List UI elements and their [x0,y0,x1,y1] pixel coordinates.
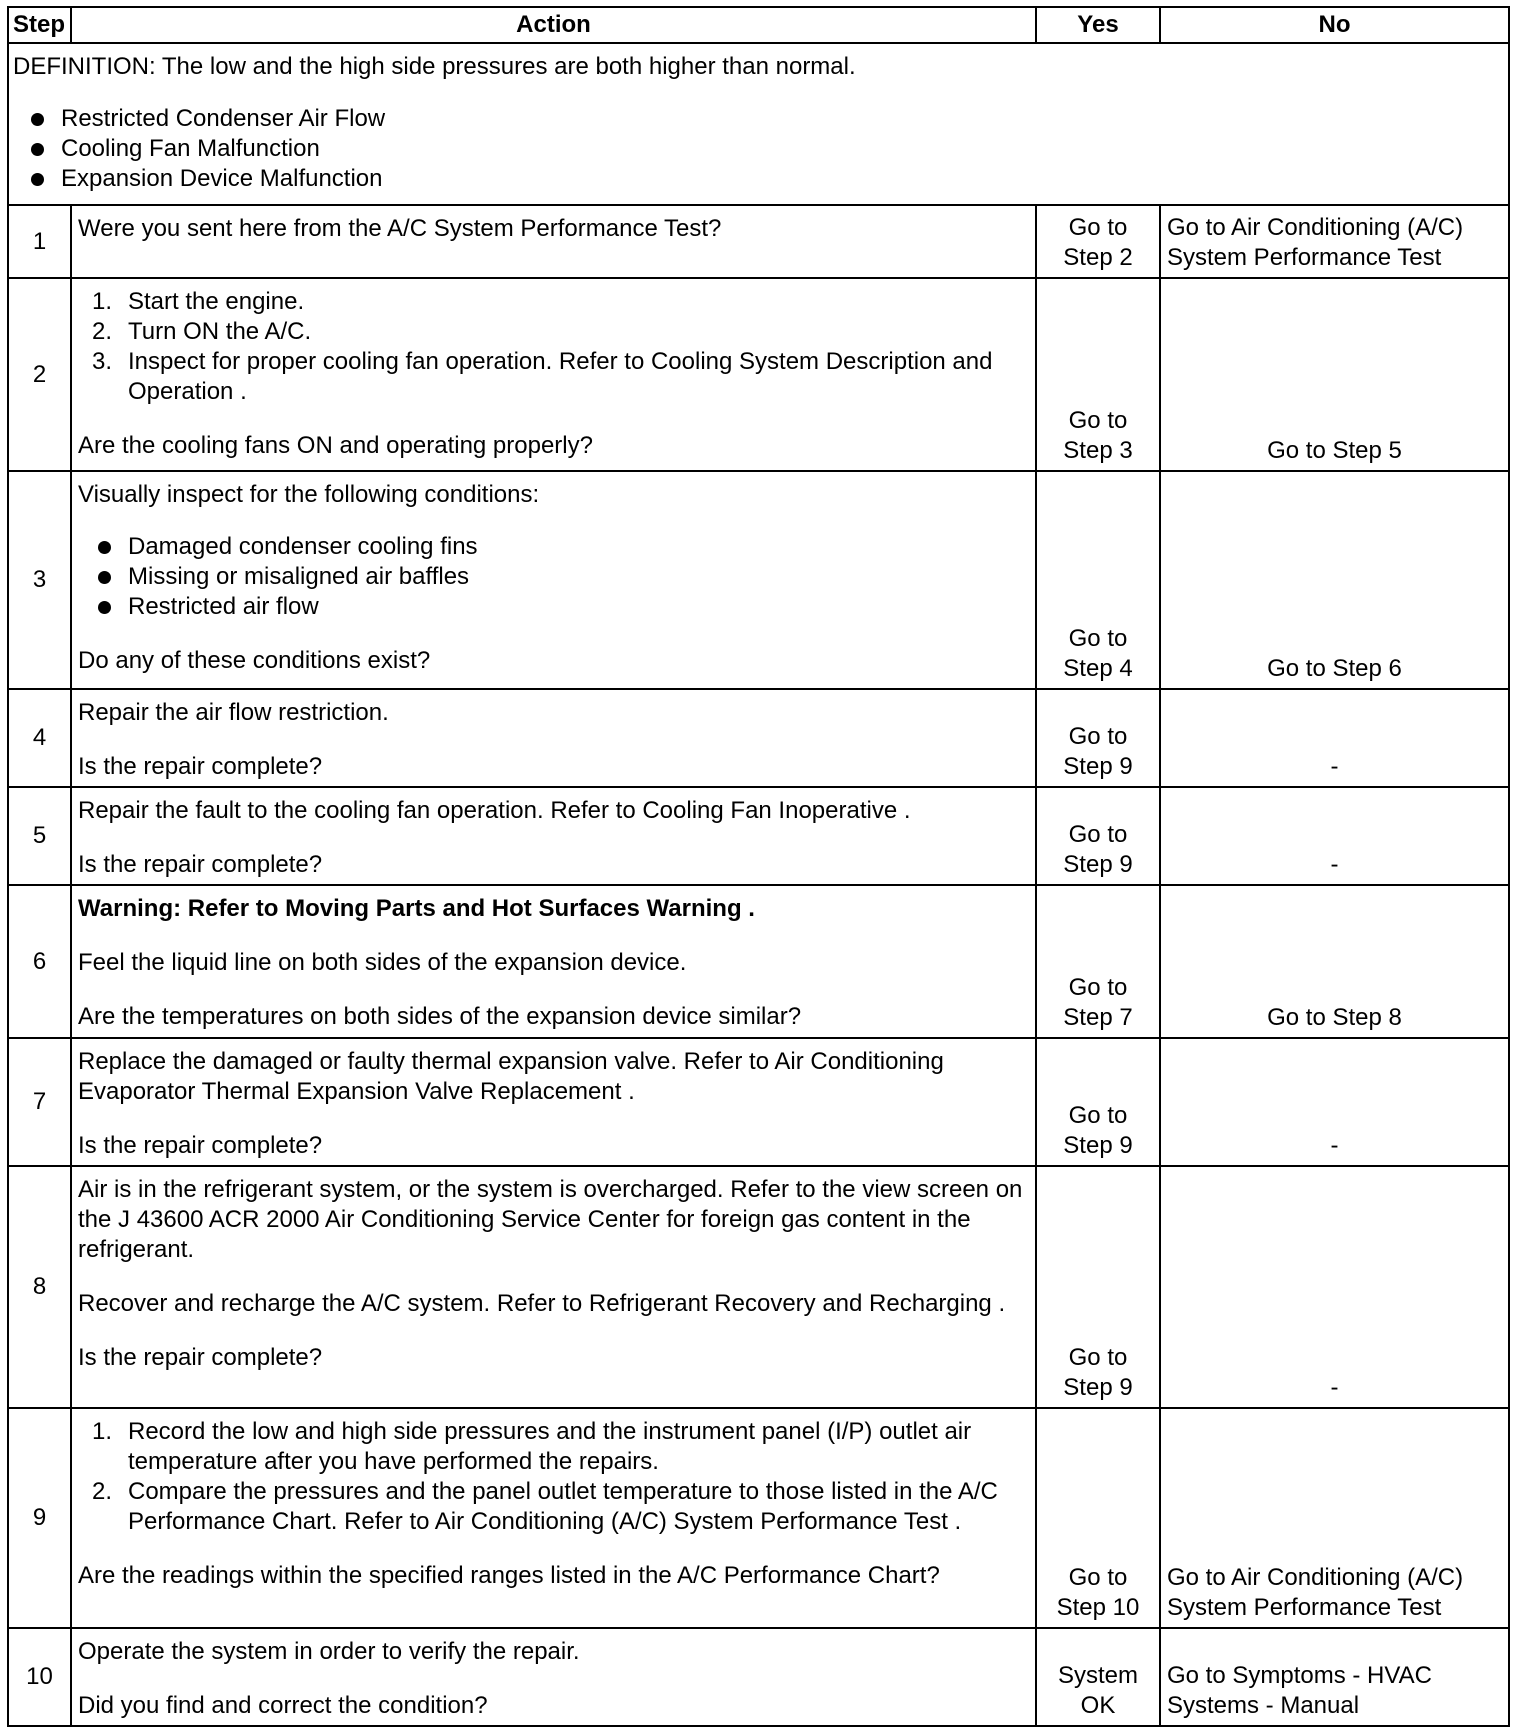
step-number: 3 [8,471,71,689]
step-action [71,1408,1036,1628]
bullet-icon [98,601,111,614]
step-question: Are the temperatures on both sides of the expansion device similar? [78,1003,802,1030]
step-question: Did you find and correct the condition? [78,1692,488,1719]
warning-text: Warning: Refer to Moving Parts and Hot Surfaces Warning . [78,895,755,922]
table-row [8,205,1509,278]
table-row [8,1628,1509,1726]
diagnostic-table [7,6,1510,1727]
yes-result: Go to Step 4 [1036,471,1160,689]
yes-result: Go to Step 3 [1036,278,1160,471]
step-question: Do any of these conditions exist? [78,647,431,674]
step-action: Were you sent here from the A/C System Performance Test? [71,205,1036,278]
step-number: 4 [8,689,71,787]
table-row [8,1408,1509,1628]
list-item: 2. Compare the pressures and the panel outlet temperature to those listed in the A/C Performance Chart. Refer to Air Conditioning (A/C) System Performance Test . [92,1478,998,1535]
list-item: Missing or misaligned air baffles [78,562,1029,592]
step-action: Warning: Refer to Moving Parts and Hot Surfaces Warning . Feel the liquid line on both sides of the expansion device. Are the temperatures on both sides of the expansion device similar? [71,885,1036,1038]
table-row [8,885,1509,1038]
no-result: Go to Air Conditioning (A/C) System Performance Test [1160,1408,1509,1628]
step-number: 10 [8,1628,71,1726]
no-result: Go to Step 6 [1160,471,1509,689]
step-question: Are the readings within the specified ranges listed in the A/C Performance Chart? [78,1562,940,1589]
table-row [8,278,1509,471]
yes-result: Go to Step 9 [1036,689,1160,787]
definition-text: DEFINITION: The low and the high side pressures are both higher than normal. [13,53,856,80]
no-result: - [1160,787,1509,885]
list-item: Restricted Condenser Air Flow [13,104,1504,134]
list-item: 1. Record the low and high side pressures and the instrument panel (I/P) outlet air temperature after you have performed the repairs. [92,1418,972,1475]
no-result: - [1160,689,1509,787]
step-question: Is the repair complete? [78,851,323,878]
bullet-icon [98,571,111,584]
list-item: Damaged condenser cooling fins [78,532,1029,562]
list-item: Expansion Device Malfunction [13,164,1504,194]
table-row [8,689,1509,787]
no-result: - [1160,1166,1509,1408]
cause-list [13,104,1504,194]
step-action: Air is in the refrigerant system, or the system is overcharged. Refer to the view screen on the J 43600 ACR 2000 Air Conditioning Service Center for foreign gas content in the refrigerant. Recover and recharge the A/C system. Refer to Refrigerant Recovery and Recharging . Is the repair complete? [71,1166,1036,1408]
list-item: 1. Start the engine. [92,288,305,315]
step-question: Is the repair complete? [78,1344,323,1371]
yes-result: Go to Step 2 [1036,205,1160,278]
step-action: Visually inspect for the following conditions: Damaged condenser cooling fins Missing or misaligned air baffles Restricted air flow Do any of these conditions exist? [71,471,1036,689]
bullet-icon [98,541,111,554]
step-number: 8 [8,1166,71,1408]
no-result: Go to Air Conditioning (A/C) System Performance Test [1160,205,1509,278]
table-row [8,1166,1509,1408]
step-action: Operate the system in order to verify the repair. Did you find and correct the condition? [71,1628,1036,1726]
no-result: - [1160,1038,1509,1166]
header-action: Action [71,7,1036,43]
step-question: Is the repair complete? [78,753,323,780]
numbered-list [78,1417,1029,1537]
step-number: 5 [8,787,71,885]
table-row [8,471,1509,689]
list-item: Cooling Fan Malfunction [13,134,1504,164]
numbered-list [78,287,1029,407]
yes-result: Go to Step 9 [1036,1166,1160,1408]
yes-result: Go to Step 10 [1036,1408,1160,1628]
bullet-icon [31,143,44,156]
yes-result: System OK [1036,1628,1160,1726]
step-action: Repair the air flow restriction. Is the repair complete? [71,689,1036,787]
definition-cell [8,43,1509,205]
table-row [8,1038,1509,1166]
yes-result: Go to Step 7 [1036,885,1160,1038]
no-result: Go to Symptoms - HVAC Systems - Manual [1160,1628,1509,1726]
bullet-icon [31,113,44,126]
no-result: Go to Step 5 [1160,278,1509,471]
header-step: Step [8,7,71,43]
bullet-icon [31,173,44,186]
yes-result: Go to Step 9 [1036,1038,1160,1166]
list-item: Restricted air flow [78,592,1029,622]
step-question: Is the repair complete? [78,1132,323,1159]
step-number: 6 [8,885,71,1038]
step-number: 1 [8,205,71,278]
step-action: Repair the fault to the cooling fan operation. Refer to Cooling Fan Inoperative . Is the repair complete? [71,787,1036,885]
header-yes: Yes [1036,7,1160,43]
no-result: Go to Step 8 [1160,885,1509,1038]
list-item: 3. Inspect for proper cooling fan operation. Refer to Cooling System Description and Operation . [92,348,993,405]
header-no: No [1160,7,1509,43]
step-action: Replace the damaged or faulty thermal expansion valve. Refer to Air Conditioning Evaporator Thermal Expansion Valve Replacement . Is the repair complete? [71,1038,1036,1166]
step-action [71,278,1036,471]
step-number: 2 [8,278,71,471]
condition-list [78,532,1029,622]
step-number: 9 [8,1408,71,1628]
table-row [8,787,1509,885]
yes-result: Go to Step 9 [1036,787,1160,885]
step-number: 7 [8,1038,71,1166]
step-question: Are the cooling fans ON and operating properly? [78,432,593,459]
header-row [8,7,1509,43]
list-item: 2. Turn ON the A/C. [92,318,312,345]
definition-row [8,43,1509,205]
